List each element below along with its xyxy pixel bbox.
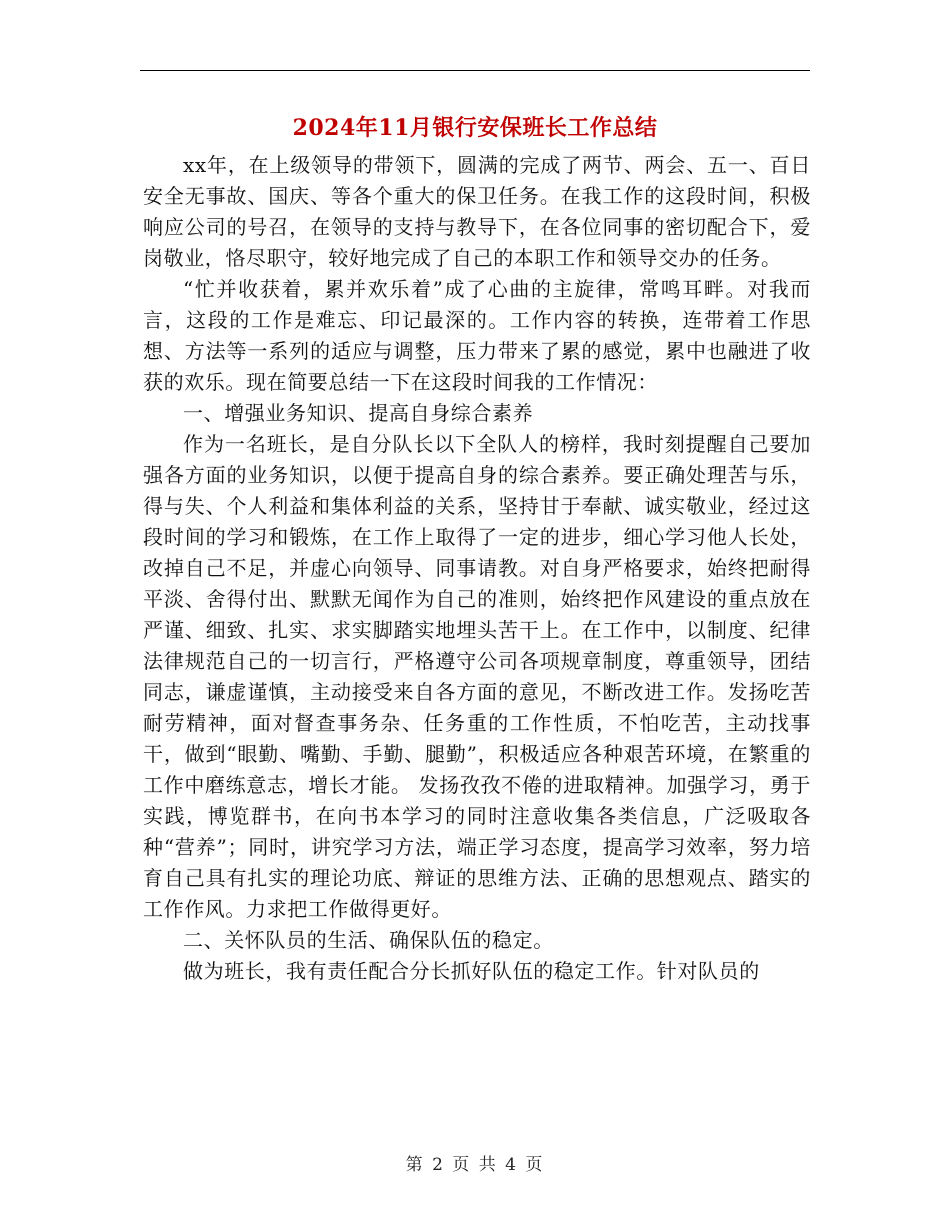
document-body bbox=[143, 150, 811, 987]
page-number: 第 2 页 共 4 页 bbox=[405, 1155, 545, 1175]
document-title: 2024年11月银行安保班长工作总结 bbox=[292, 115, 658, 141]
section-heading-2: 二、关怀队员的生活、确保队伍的稳定。 bbox=[183, 928, 554, 952]
header-rule bbox=[140, 70, 810, 71]
section-heading-1: 一、增强业务知识、提高自身综合素养 bbox=[183, 401, 534, 425]
paragraph-intro: xx年，在上级领导的带领下，圆满的完成了两节、两会、五一、百日安全无事故、国庆、等各个重大的保卫任务。在我工作的这段时间，积极响应公司的号召，在领导的支持与教导下，在各位同事的密切配合下，爱岗敬业，恪尽职守，较好地完成了自己的本职工作和领导交办的任务。 bbox=[143, 153, 811, 270]
paragraph-section-2: 做为班长，我有责任配合分长抓好队伍的稳定工作。针对队员的 bbox=[183, 959, 760, 983]
paragraph-reflection: “忙并收获着，累并欢乐着”成了心曲的主旋律，常鸣耳畔。对我而言，这段的工作是难忘、印记最深的。工作内容的转换，连带着工作思想、方法等一系列的适应与调整，压力带来了累的感觉，累中也融进了收获的欢乐。现在简要总结一下在这段时间我的工作情况： bbox=[143, 277, 811, 394]
paragraph-section-1: 作为一名班长，是自分队长以下全队人的榜样，我时刻提醒自己要加强各方面的业务知识，以便于提高自身的综合素养。要正确处理苦与乐，得与失、个人利益和集体利益的关系，坚持甘于奉献、诚实敬业，经过这段时间的学习和锻炼，在工作上取得了一定的进步，细心学习他人长处，改掉自己不足，并虚心向领导、同事请教。对自身严格要求，始终把耐得平淡、舍得付出、默默无闻作为自己的准则，始终把作风建设的重点放在严谨、细致、扎实、求实脚踏实地埋头苦干上。在工作中，以制度、纪律法律规范自己的一切言行，严格遵守公司各项规章制度，尊重领导，团结同志，谦虚谨慎，主动接受来自各方面的意见，不断改进工作。发扬吃苦耐劳精神，面对督查事务杂、任务重的工作性质，不怕吃苦，主动找事干，做到“眼勤、嘴勤、手勤、腿勤”，积极适应各种艰苦环境，在繁重的工作中磨练意志，增长才能。 发扬孜孜不倦的进取精神。加强学习，勇于实践，博览群书，在向书本学习的同时注意收集各类信息，广泛吸取各种“营养”；同时，讲究学习方法，端正学习态度，提高学习效率，努力培育自己具有扎实的理论功底、辩证的思维方法、正确的思想观点、踏实的工作作风。力求把工作做得更好。 bbox=[143, 432, 811, 921]
